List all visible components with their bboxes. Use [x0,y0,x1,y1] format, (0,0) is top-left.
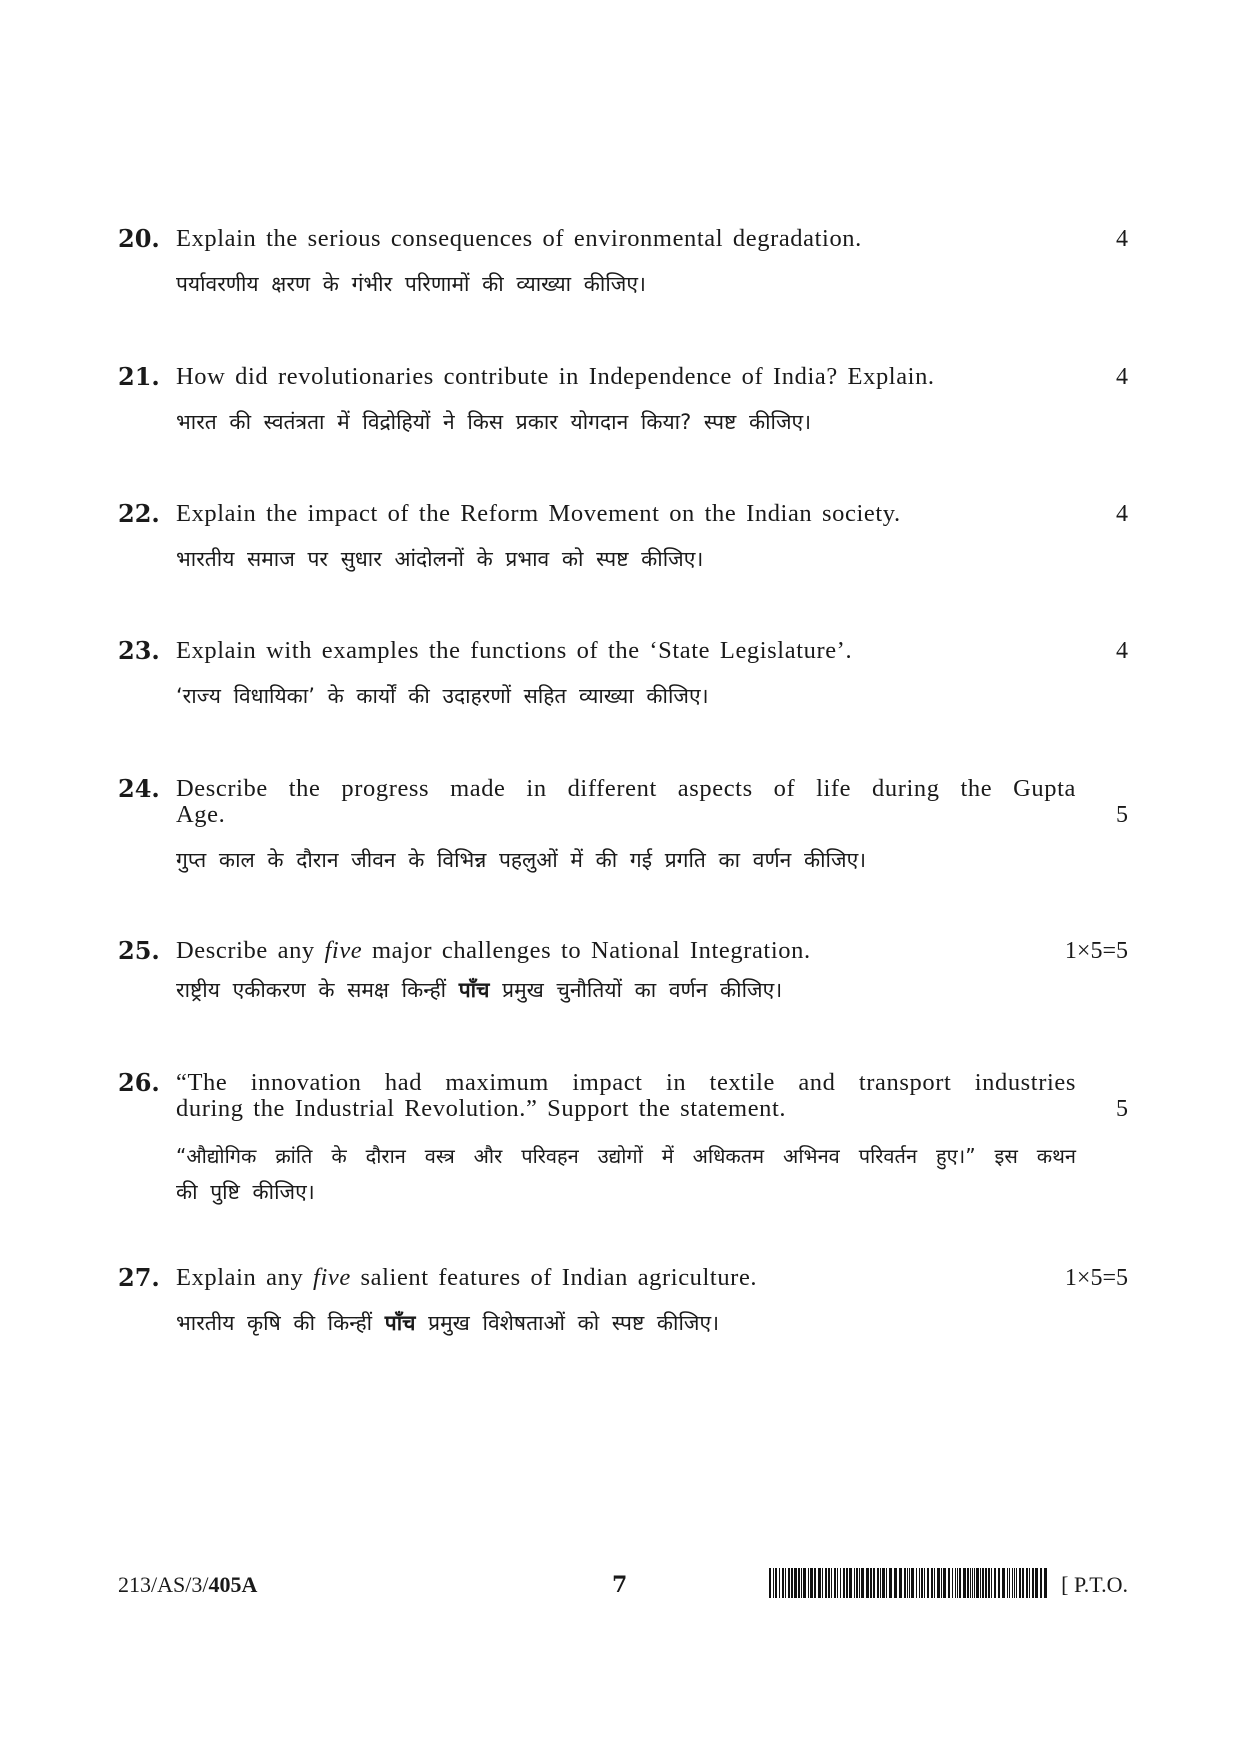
question-text-english-line1: “The innovation had maximum impact in textile and transport industries [176,1069,1076,1096]
barcode-bar [859,1568,860,1598]
text-segment: प्रमुख विशेषताओं को स्पष्ट कीजिए। [415,1311,720,1335]
barcode-bar [810,1568,813,1598]
barcode-bar [861,1568,864,1598]
barcode-bar [886,1568,887,1598]
page-footer [118,1568,1128,1602]
question-marks: 4 [1116,364,1128,390]
barcode-bar [927,1568,929,1598]
barcode-bar [1040,1568,1042,1598]
question-number: 23. [118,636,160,665]
paper-code-prefix: 213/AS/3/ [118,1572,209,1597]
barcode-bar [856,1568,858,1598]
barcode-bar [985,1568,987,1598]
barcode-bar [991,1568,992,1598]
barcode-bar [1012,1568,1013,1598]
barcode-bar [828,1568,830,1598]
barcode-bar [818,1568,821,1598]
barcode-bar [877,1568,879,1598]
question-number: 26. [118,1068,160,1097]
barcode-bar [924,1568,925,1598]
barcode-bar [941,1568,942,1598]
barcode-bar [899,1568,902,1598]
barcode-bar [907,1568,908,1598]
barcode-bar [894,1568,897,1598]
barcode-bar [791,1568,793,1598]
barcode-bar [955,1568,956,1598]
text-segment: भारतीय कृषि की किन्हीं [176,1311,385,1335]
barcode-bar [998,1568,1000,1598]
barcode-bar [921,1568,923,1598]
barcode-bar [1007,1568,1008,1598]
barcode-bar [1022,1568,1024,1598]
please-turn-over: [ P.T.O. [1061,1572,1128,1597]
barcode-bar [803,1568,806,1598]
question-text-english-line2: Age. [176,801,226,828]
barcode-bar [849,1568,852,1598]
question-text-hindi-line2: की पुष्टि कीजिए। [176,1180,315,1204]
barcode-bar [980,1568,981,1598]
barcode-bar [963,1568,966,1598]
barcode-bar [957,1568,958,1598]
barcode-bar [972,1568,973,1598]
barcode-bar [1032,1568,1034,1598]
question-number: 27. [118,1263,160,1292]
barcode-bar [782,1568,784,1598]
barcode-bar [967,1568,969,1598]
question-number: 24. [118,774,160,803]
barcode-bar [788,1568,790,1598]
barcode-bar [785,1568,786,1598]
question-text-hindi-line1: “औद्योगिक क्रांति के दौरान वस्त्र और परिवहन उद्योगों में अधिकतम अभिनव परिवर्तन हुए।” इस कथन [176,1144,1076,1168]
question-marks: 1×5=5 [1064,938,1128,964]
barcode-bar [1009,1568,1010,1598]
question-text-english: Explain the serious consequences of environmental degradation. [176,225,862,252]
text-segment: राष्ट्रीय एकीकरण के समक्ष किन्हीं [176,978,459,1002]
barcode-bar [798,1568,800,1598]
barcode-bar [769,1568,771,1598]
barcode-bar [843,1568,845,1598]
barcode-bar [931,1568,933,1598]
bold-text: पाँच [384,1311,416,1335]
question-number: 20. [118,224,160,253]
question-number: 25. [118,936,160,965]
barcode-bar [1029,1568,1030,1598]
barcode-bar [822,1568,823,1598]
question-text-english: Explain the impact of the Reform Movement on the Indian society. [176,500,901,527]
question-marks: 5 [1116,1096,1128,1122]
barcode-bar [948,1568,950,1598]
barcode-icon [769,1568,1048,1598]
barcode-bar [1035,1568,1038,1598]
paper-code-suffix: 405A [208,1572,258,1597]
barcode-bar [937,1568,940,1598]
barcode-bar [801,1568,802,1598]
barcode-bar [837,1568,838,1598]
barcode-bar [904,1568,906,1598]
barcode-bar [846,1568,848,1598]
question-text-english-line1: Describe the progress made in different aspects of life during the Gupta [176,775,1076,802]
barcode-bar [976,1568,979,1598]
barcode-bar [866,1568,869,1598]
barcode-bar [794,1568,797,1598]
question-marks: 4 [1116,226,1128,252]
question-marks: 5 [1116,802,1128,828]
barcode-bar [779,1568,780,1598]
barcode-bar [1016,1568,1017,1598]
paper-code [118,1572,257,1598]
barcode-bar [831,1568,832,1598]
question-number: 22. [118,499,160,528]
barcode-bar [854,1568,855,1598]
question-text-hindi [176,1304,1096,1342]
barcode-bar [919,1568,920,1598]
barcode-bar [814,1568,816,1598]
question-marks: 4 [1116,638,1128,664]
barcode-bar [934,1568,935,1598]
barcode-bar [889,1568,892,1598]
text-segment: Explain any [176,1264,314,1291]
question-number: 21. [118,362,160,391]
barcode-bar [988,1568,990,1598]
question-text-hindi: भारतीय समाज पर सुधार आंदोलनों के प्रभाव को स्पष्ट कीजिए। [176,547,704,571]
barcode-bar [943,1568,946,1598]
question-text-hindi: गुप्त काल के दौरान जीवन के विभिन्न पहलुओं में की गई प्रगति का वर्णन कीजिए। [176,848,867,872]
question-text-hindi: पर्यावरणीय क्षरण के गंभीर परिणामों की व्याख्या कीजिए। [176,272,646,296]
barcode-bar [1014,1568,1015,1598]
barcode-bar [882,1568,885,1598]
barcode-bar [834,1568,836,1598]
barcode-bar [840,1568,841,1598]
question-text-english [176,1264,1076,1292]
text-segment: Describe any [176,937,325,964]
page-number: 7 [612,1572,628,1598]
barcode-bar [1002,1568,1005,1598]
barcode-bar [916,1568,917,1598]
barcode-bar [880,1568,881,1598]
barcode-bar [870,1568,872,1598]
barcode-bar [1026,1568,1028,1598]
barcode-bar [911,1568,914,1598]
question-text-hindi: भारत की स्वतंत्रता में विद्रोहियों ने किस प्रकार योगदान किया? स्पष्ट कीजिए। [176,410,812,434]
barcode-bar [959,1568,961,1598]
barcode-bar [808,1568,809,1598]
barcode-bar [773,1568,774,1598]
text-segment: salient features of Indian agriculture. [350,1264,758,1291]
barcode-bar [909,1568,910,1598]
question-marks: 4 [1116,501,1128,527]
barcode-bar [775,1568,777,1598]
barcode-bar [982,1568,984,1598]
emphasis-text: five [324,937,363,964]
question-marks: 1×5=5 [1064,1265,1128,1291]
barcode-bar [974,1568,975,1598]
barcode-bar [970,1568,971,1598]
barcode-bar [825,1568,827,1598]
question-text-hindi: ‘राज्य विधायिका’ के कार्यों की उदाहरणों सहित व्याख्या कीजिए। [176,684,709,708]
barcode-bar [873,1568,875,1598]
question-text-english [176,937,1076,965]
text-segment: प्रमुख चुनौतियों का वर्णन कीजिए। [489,978,783,1002]
barcode-bar [952,1568,953,1598]
question-text-english: Explain with examples the functions of the ‘State Legislature’. [176,637,853,664]
question-text-english-line2: during the Industrial Revolution.” Support the statement. [176,1095,787,1122]
question-text-hindi [176,971,1096,1009]
barcode-bar [994,1568,996,1598]
emphasis-text: five [313,1264,351,1291]
barcode-bar [1019,1568,1021,1598]
barcode-bar [1044,1568,1047,1598]
question-text-english: How did revolutionaries contribute in Independence of India? Explain. [176,363,935,390]
text-segment: major challenges to National Integration. [362,937,811,964]
bold-text: पाँच [458,978,490,1002]
